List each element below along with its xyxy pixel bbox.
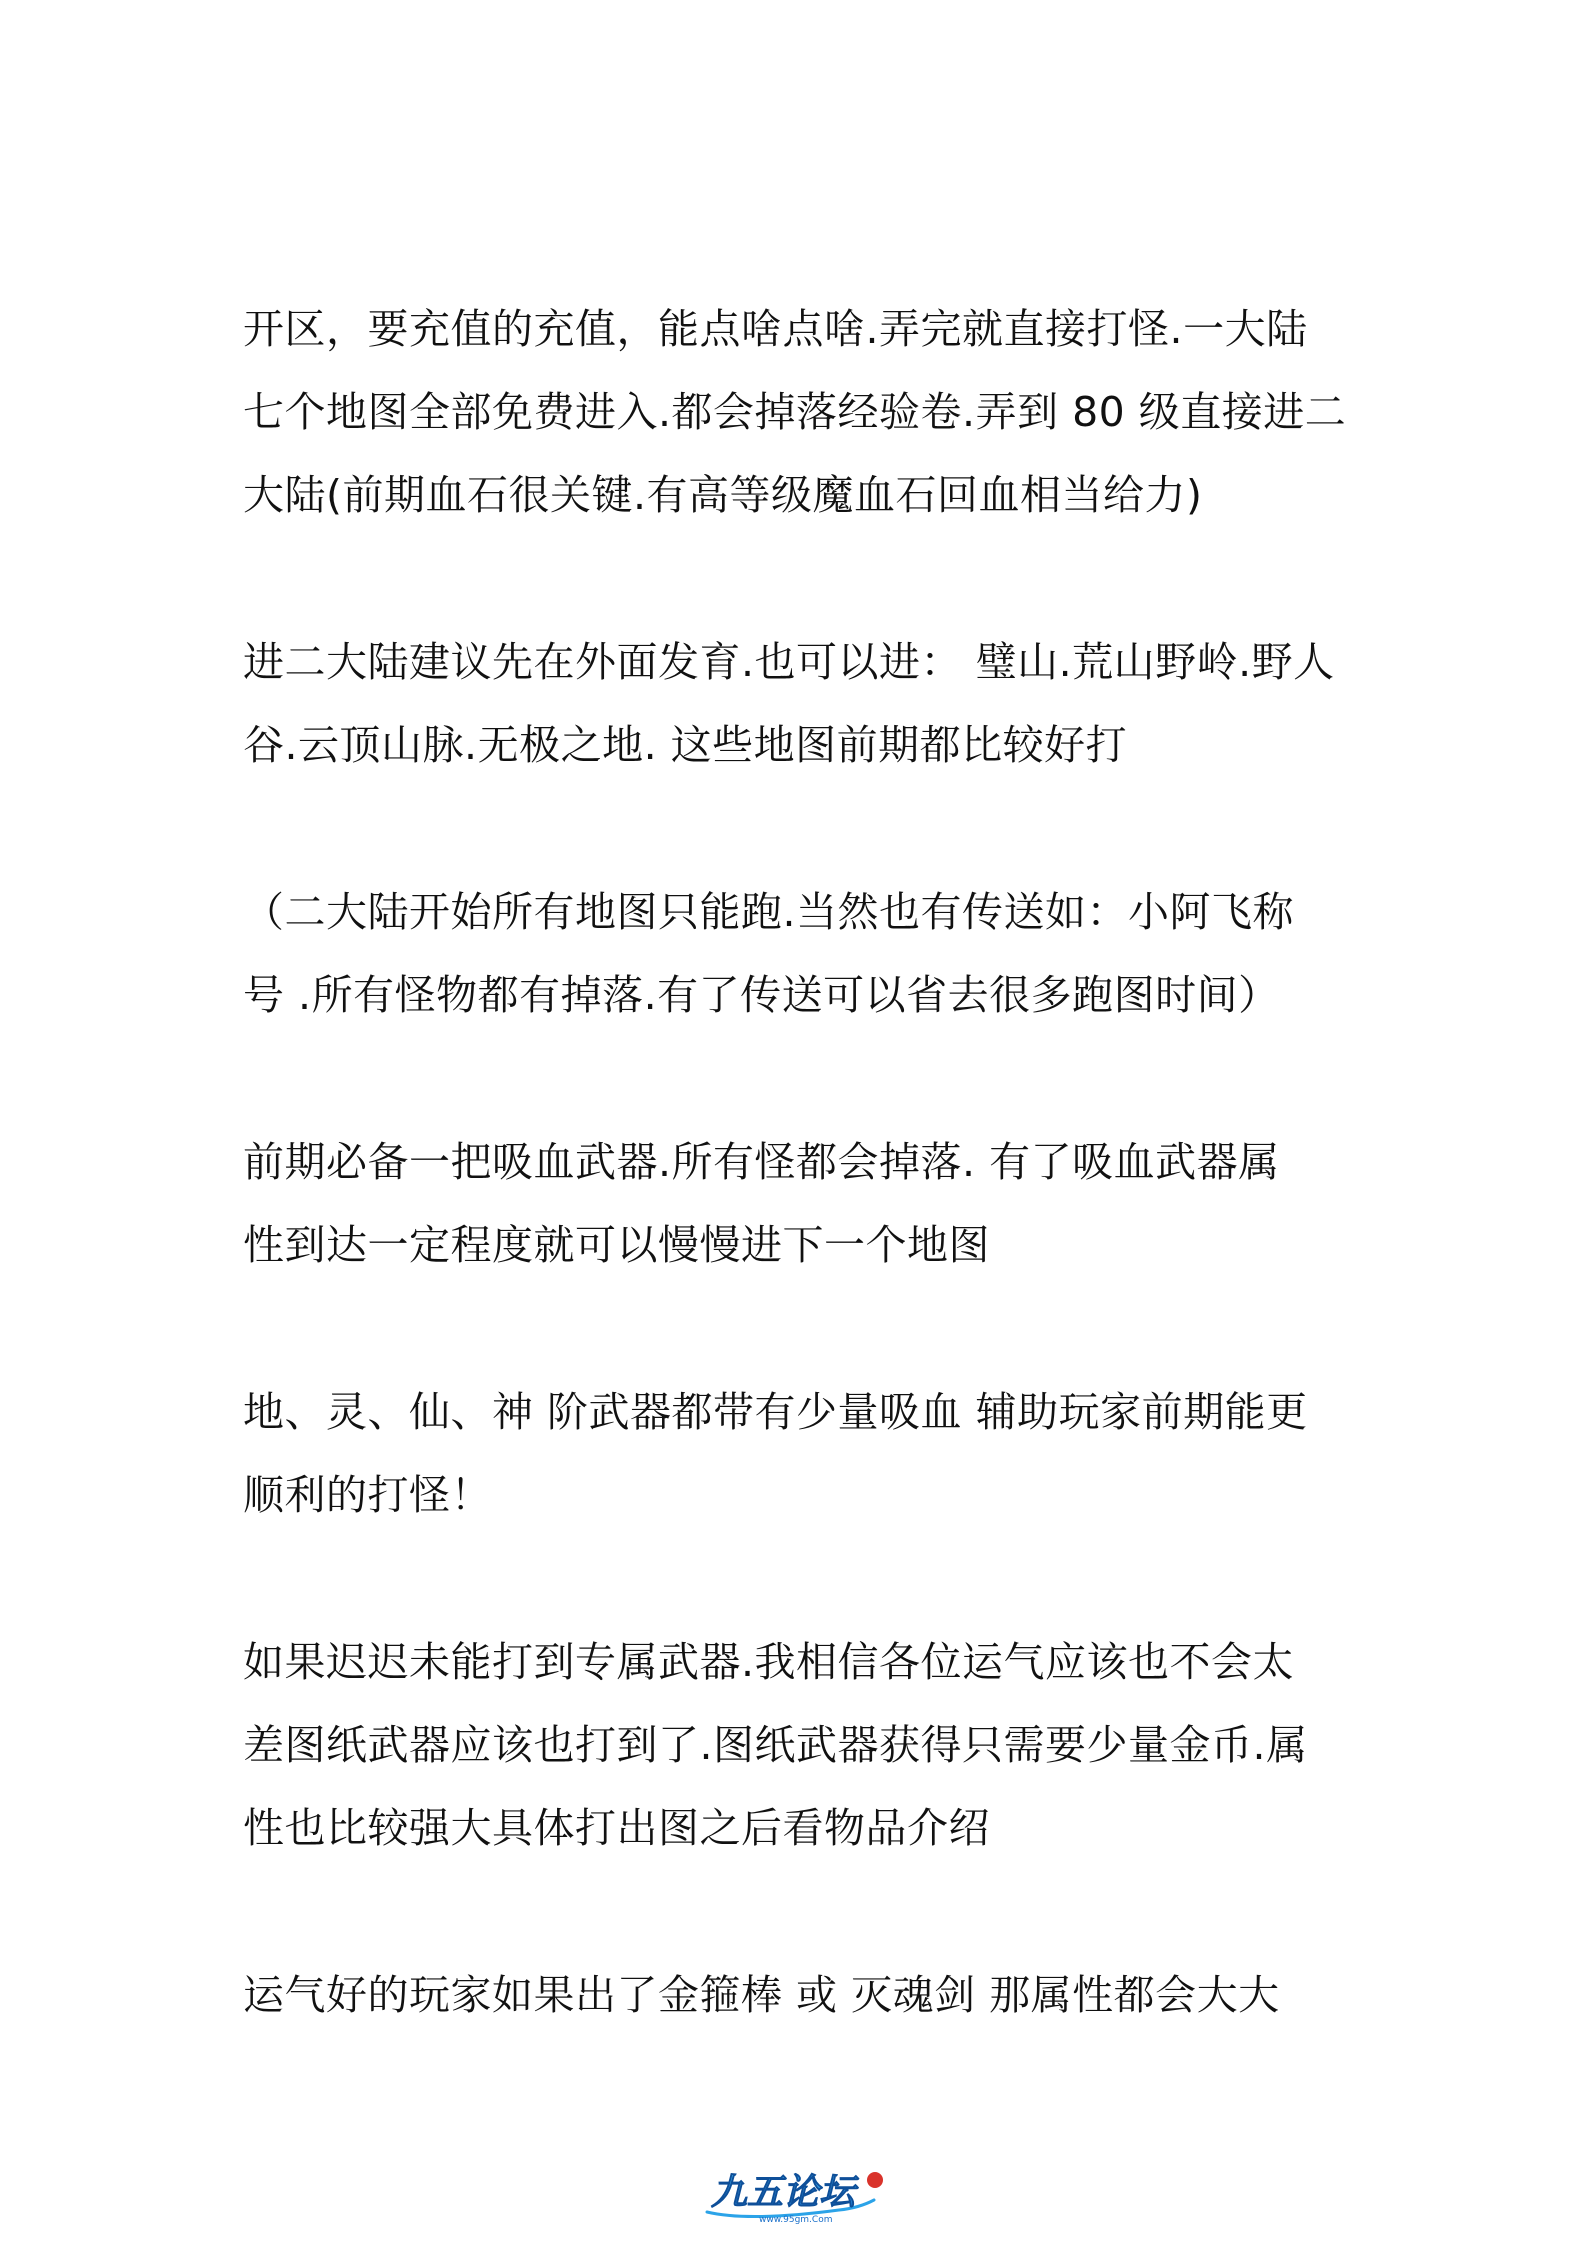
text-line: 差图纸武器应该也打到了.图纸武器获得只需要少量金币.属 [243,1721,1308,1769]
text-line: 号 .所有怪物都有掉落.有了传送可以省去很多跑图时间） [243,971,1280,1019]
paragraph-6 [243,1621,1363,1870]
text-line: （二大陆开始所有地图只能跑.当然也有传送如：小阿飞称 [243,888,1295,936]
text-line: 开区，要充值的充值，能点啥点啥.弄完就直接打怪.一大陆 [243,305,1308,353]
logo-badge [867,2172,883,2188]
text-line: 性到达一定程度就可以慢慢进下一个地图 [243,1221,990,1269]
paragraph-2 [243,621,1363,787]
paragraph-gap [243,1537,1363,1621]
text-line: 性也比较强大具体打出图之后看物品介绍 [243,1804,990,1852]
logo-graphic [689,2160,899,2230]
paragraph-gap [243,1870,1363,1954]
logo-title: 九五论坛 [710,2172,855,2213]
document-body [243,288,1363,2037]
paragraph-gap [243,1287,1363,1371]
paragraph-3 [243,871,1363,1037]
paragraph-gap [243,537,1363,621]
text-line: 大陆(前期血石很关键.有高等级魔血石回血相当给力) [243,471,1203,519]
paragraph-gap [243,787,1363,871]
text-line: 前期必备一把吸血武器.所有怪都会掉落. 有了吸血武器属 [243,1138,1280,1186]
paragraph-gap [243,1037,1363,1121]
site-logo [0,2160,1587,2230]
paragraph-4 [243,1121,1363,1287]
text-line: 顺利的打怪！ [243,1471,492,1519]
paragraph-7 [243,1954,1363,2037]
text-line: 七个地图全部免费进入.都会掉落经验卷.弄到 80 级直接进二 [243,388,1347,436]
text-line: 如果迟迟未能打到专属武器.我相信各位运气应该也不会太 [243,1638,1295,1686]
text-line: 进二大陆建议先在外面发育.也可以进： 璧山.荒山野岭.野人 [243,638,1335,686]
paragraph-5 [243,1371,1363,1537]
logo-url: www.95gm.Com [758,2215,832,2225]
paragraph-1 [243,288,1363,537]
text-line: 地、灵、仙、神 阶武器都带有少量吸血 辅助玩家前期能更 [243,1388,1308,1436]
text-line: 谷.云顶山脉.无极之地. 这些地图前期都比较好打 [243,721,1128,769]
text-line: 运气好的玩家如果出了金箍棒 或 灭魂剑 那属性都会大大 [243,1971,1280,2019]
